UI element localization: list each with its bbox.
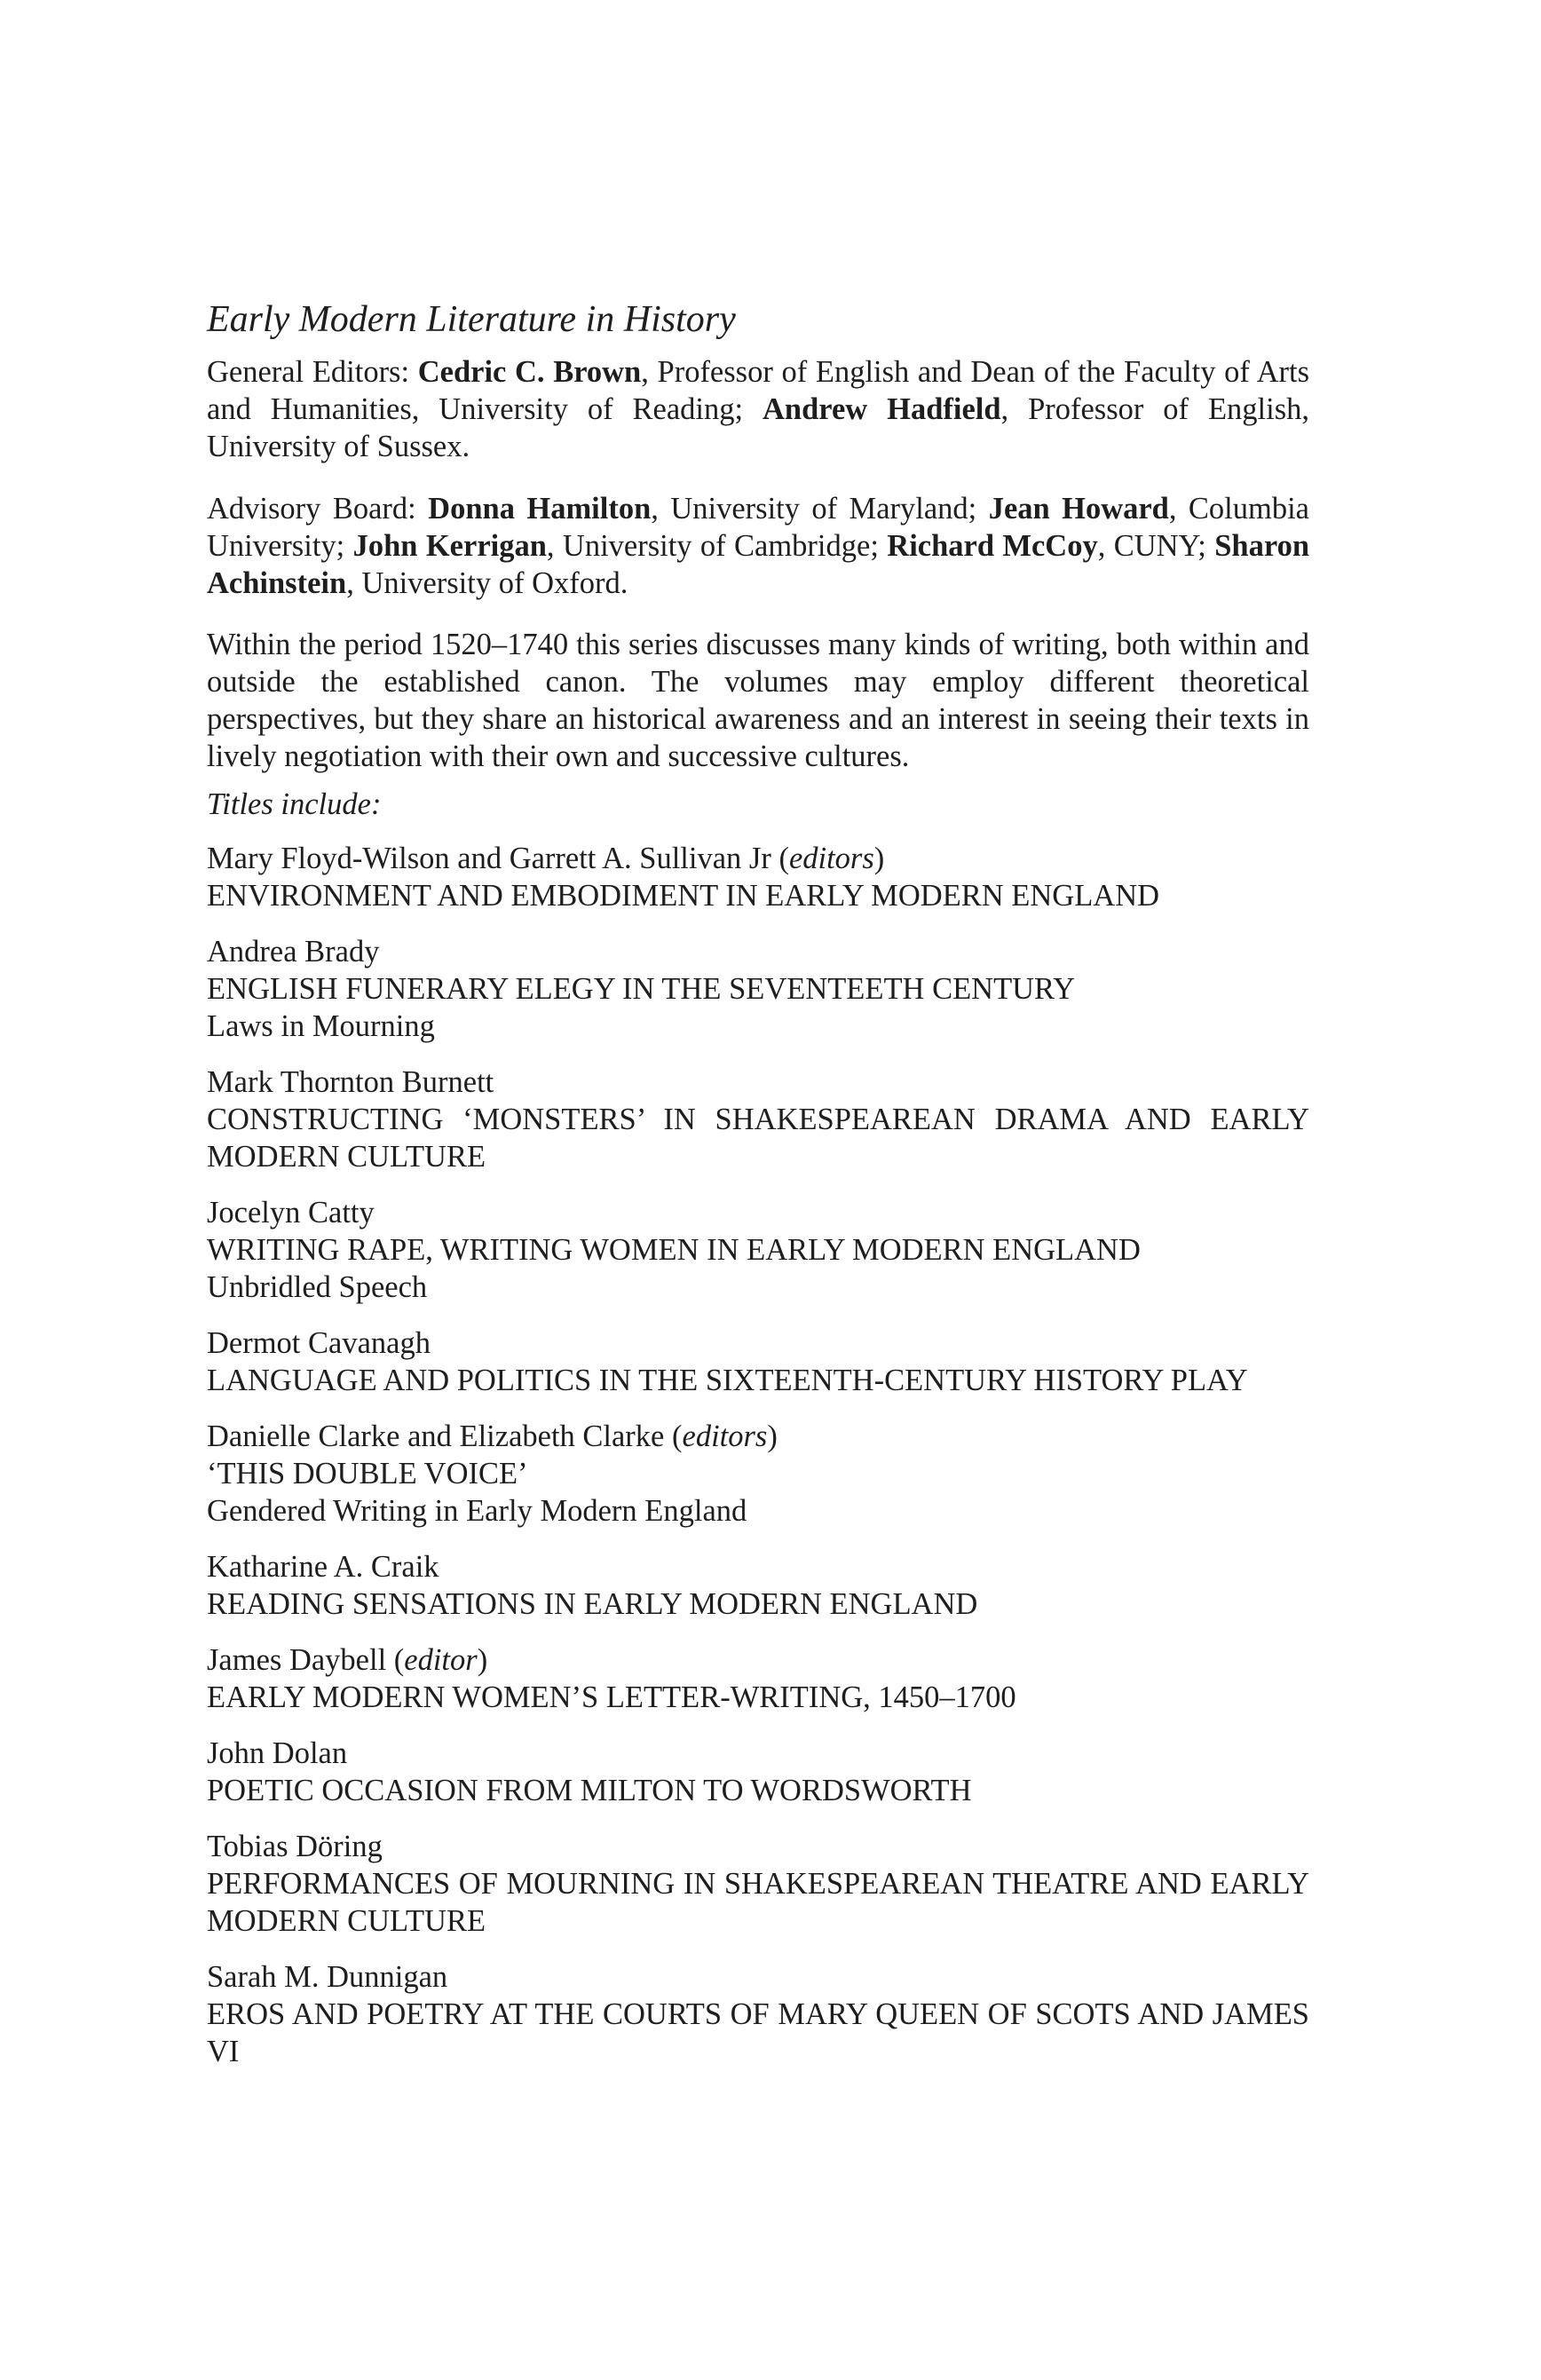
titles-include-label: Titles include:	[207, 787, 382, 821]
general-editors-label: General Editors:	[207, 355, 410, 389]
editor-name: Andrew Hadfield	[763, 392, 1001, 426]
series-title: Early Modern Literature in History	[207, 299, 736, 340]
board-member-name: Jean Howard	[988, 492, 1169, 526]
board-member-affiliation: , University of Cambridge;	[546, 529, 879, 563]
entry-author-name: Dermot Cavanagh	[207, 1326, 431, 1360]
entry-author-name: Danielle Clarke and Elizabeth Clarke	[207, 1419, 665, 1453]
titles-list	[207, 840, 1309, 2089]
entry-title: ‘THIS DOUBLE VOICE’	[207, 1457, 528, 1490]
entry-title: LANGUAGE AND POLITICS IN THE SIXTEENTH-CENTURY HISTORY PLAY	[207, 1364, 1248, 1397]
entry-title: ENGLISH FUNERARY ELEGY IN THE SEVENTEETH CENTURY	[207, 972, 1076, 1006]
board-member-affiliation: , Columbia University;	[207, 492, 1309, 563]
entry-author	[207, 933, 1309, 970]
title-entry	[207, 1324, 1309, 1399]
entry-author-name: Tobias Döring	[207, 1830, 383, 1863]
entry-author	[207, 1548, 1309, 1585]
entry-subtitle: Laws in Mourning	[207, 1009, 435, 1043]
entry-title: WRITING RAPE, WRITING WOMEN IN EARLY MODERN ENGLAND	[207, 1233, 1141, 1267]
advisory-board-paragraph	[207, 490, 1309, 602]
title-entry	[207, 1548, 1309, 1623]
editor-name: Cedric C. Brown	[417, 355, 642, 389]
entry-title: PERFORMANCES OF MOURNING IN SHAKESPEAREAN THEATRE AND EARLY MODERN CULTURE	[207, 1867, 1309, 1938]
board-member-affiliation: , CUNY;	[1097, 529, 1206, 563]
entry-subtitle: Gendered Writing in Early Modern England	[207, 1494, 747, 1528]
title-entry	[207, 1958, 1309, 2070]
board-member-name: John Kerrigan	[352, 529, 547, 563]
entry-title: EARLY MODERN WOMEN’S LETTER-WRITING, 1450–1700	[207, 1680, 1016, 1714]
board-member-name: Sharon Achinstein	[207, 529, 1310, 600]
title-entry	[207, 1735, 1309, 1809]
board-member-affiliation: , University of Oxford.	[346, 566, 628, 600]
board-member-affiliation: , University of Maryland;	[651, 492, 977, 526]
entry-author-name: Sarah M. Dunnigan	[207, 1960, 448, 1994]
entry-author-name: Andrea Brady	[207, 935, 380, 969]
title-entry	[207, 1641, 1309, 1716]
entry-title: READING SENSATIONS IN EARLY MODERN ENGLAND	[207, 1587, 978, 1621]
entry-author	[207, 1324, 1309, 1362]
board-member-name: Donna Hamilton	[428, 492, 652, 526]
entry-editor-role: editors	[788, 842, 874, 875]
entry-author	[207, 1735, 1309, 1772]
entry-subtitle: Unbridled Speech	[207, 1270, 428, 1304]
entry-editor-role: editors	[682, 1419, 768, 1453]
general-editors-paragraph	[207, 353, 1309, 465]
entry-author-name: John Dolan	[207, 1736, 348, 1770]
title-entry	[207, 1418, 1309, 1530]
entry-author	[207, 1958, 1309, 1996]
entry-editor-role: editor	[404, 1643, 478, 1677]
title-entry	[207, 1828, 1309, 1940]
entry-author	[207, 1828, 1309, 1865]
title-entry	[207, 1194, 1309, 1306]
series-description: Within the period 1520–1740 this series discusses many kinds of writing, both within and outside the established canon. The volumes may employ different theoretical perspectives, but they share an historical awareness and an interest in seeing their texts in lively negotiation with their own and successive cultures.	[207, 628, 1309, 773]
title-entry	[207, 1063, 1309, 1175]
title-entry	[207, 840, 1309, 914]
entry-author-name: Jocelyn Catty	[207, 1196, 375, 1230]
editor-affiliation: , Professor of English, University of Sussex.	[207, 392, 1309, 463]
board-member-name: Richard McCoy	[887, 529, 1098, 563]
entry-author	[207, 1063, 1309, 1101]
entry-title: CONSTRUCTING ‘MONSTERS’ IN SHAKESPEAREAN DRAMA AND EARLY MODERN CULTURE	[207, 1103, 1309, 1174]
advisory-board-label: Advisory Board:	[207, 492, 416, 526]
entry-author	[207, 1194, 1309, 1231]
entry-title: POETIC OCCASION FROM MILTON TO WORDSWORTH	[207, 1774, 972, 1807]
entry-author: James Daybell (editor)	[207, 1643, 488, 1677]
entry-title: EROS AND POETRY AT THE COURTS OF MARY QUEEN OF SCOTS AND JAMES VI	[207, 1997, 1309, 2068]
title-entry	[207, 933, 1309, 1045]
entry-title: ENVIRONMENT AND EMBODIMENT IN EARLY MODERN ENGLAND	[207, 879, 1160, 913]
entry-author-name: Katharine A. Craik	[207, 1550, 439, 1584]
entry-author-name: Mary Floyd-Wilson and Garrett A. Sullivan Jr	[207, 842, 771, 875]
editor-affiliation: , Professor of English and Dean of the Faculty of Arts and Humanities, University of Reading;	[207, 355, 1310, 426]
entry-author: Danielle Clarke and Elizabeth Clarke (editors)	[207, 1419, 778, 1453]
entry-author-name: Mark Thornton Burnett	[207, 1065, 494, 1099]
entry-author-name: James Daybell	[207, 1643, 387, 1677]
entry-author: Mary Floyd-Wilson and Garrett A. Sullivan Jr (editors)	[207, 842, 885, 875]
